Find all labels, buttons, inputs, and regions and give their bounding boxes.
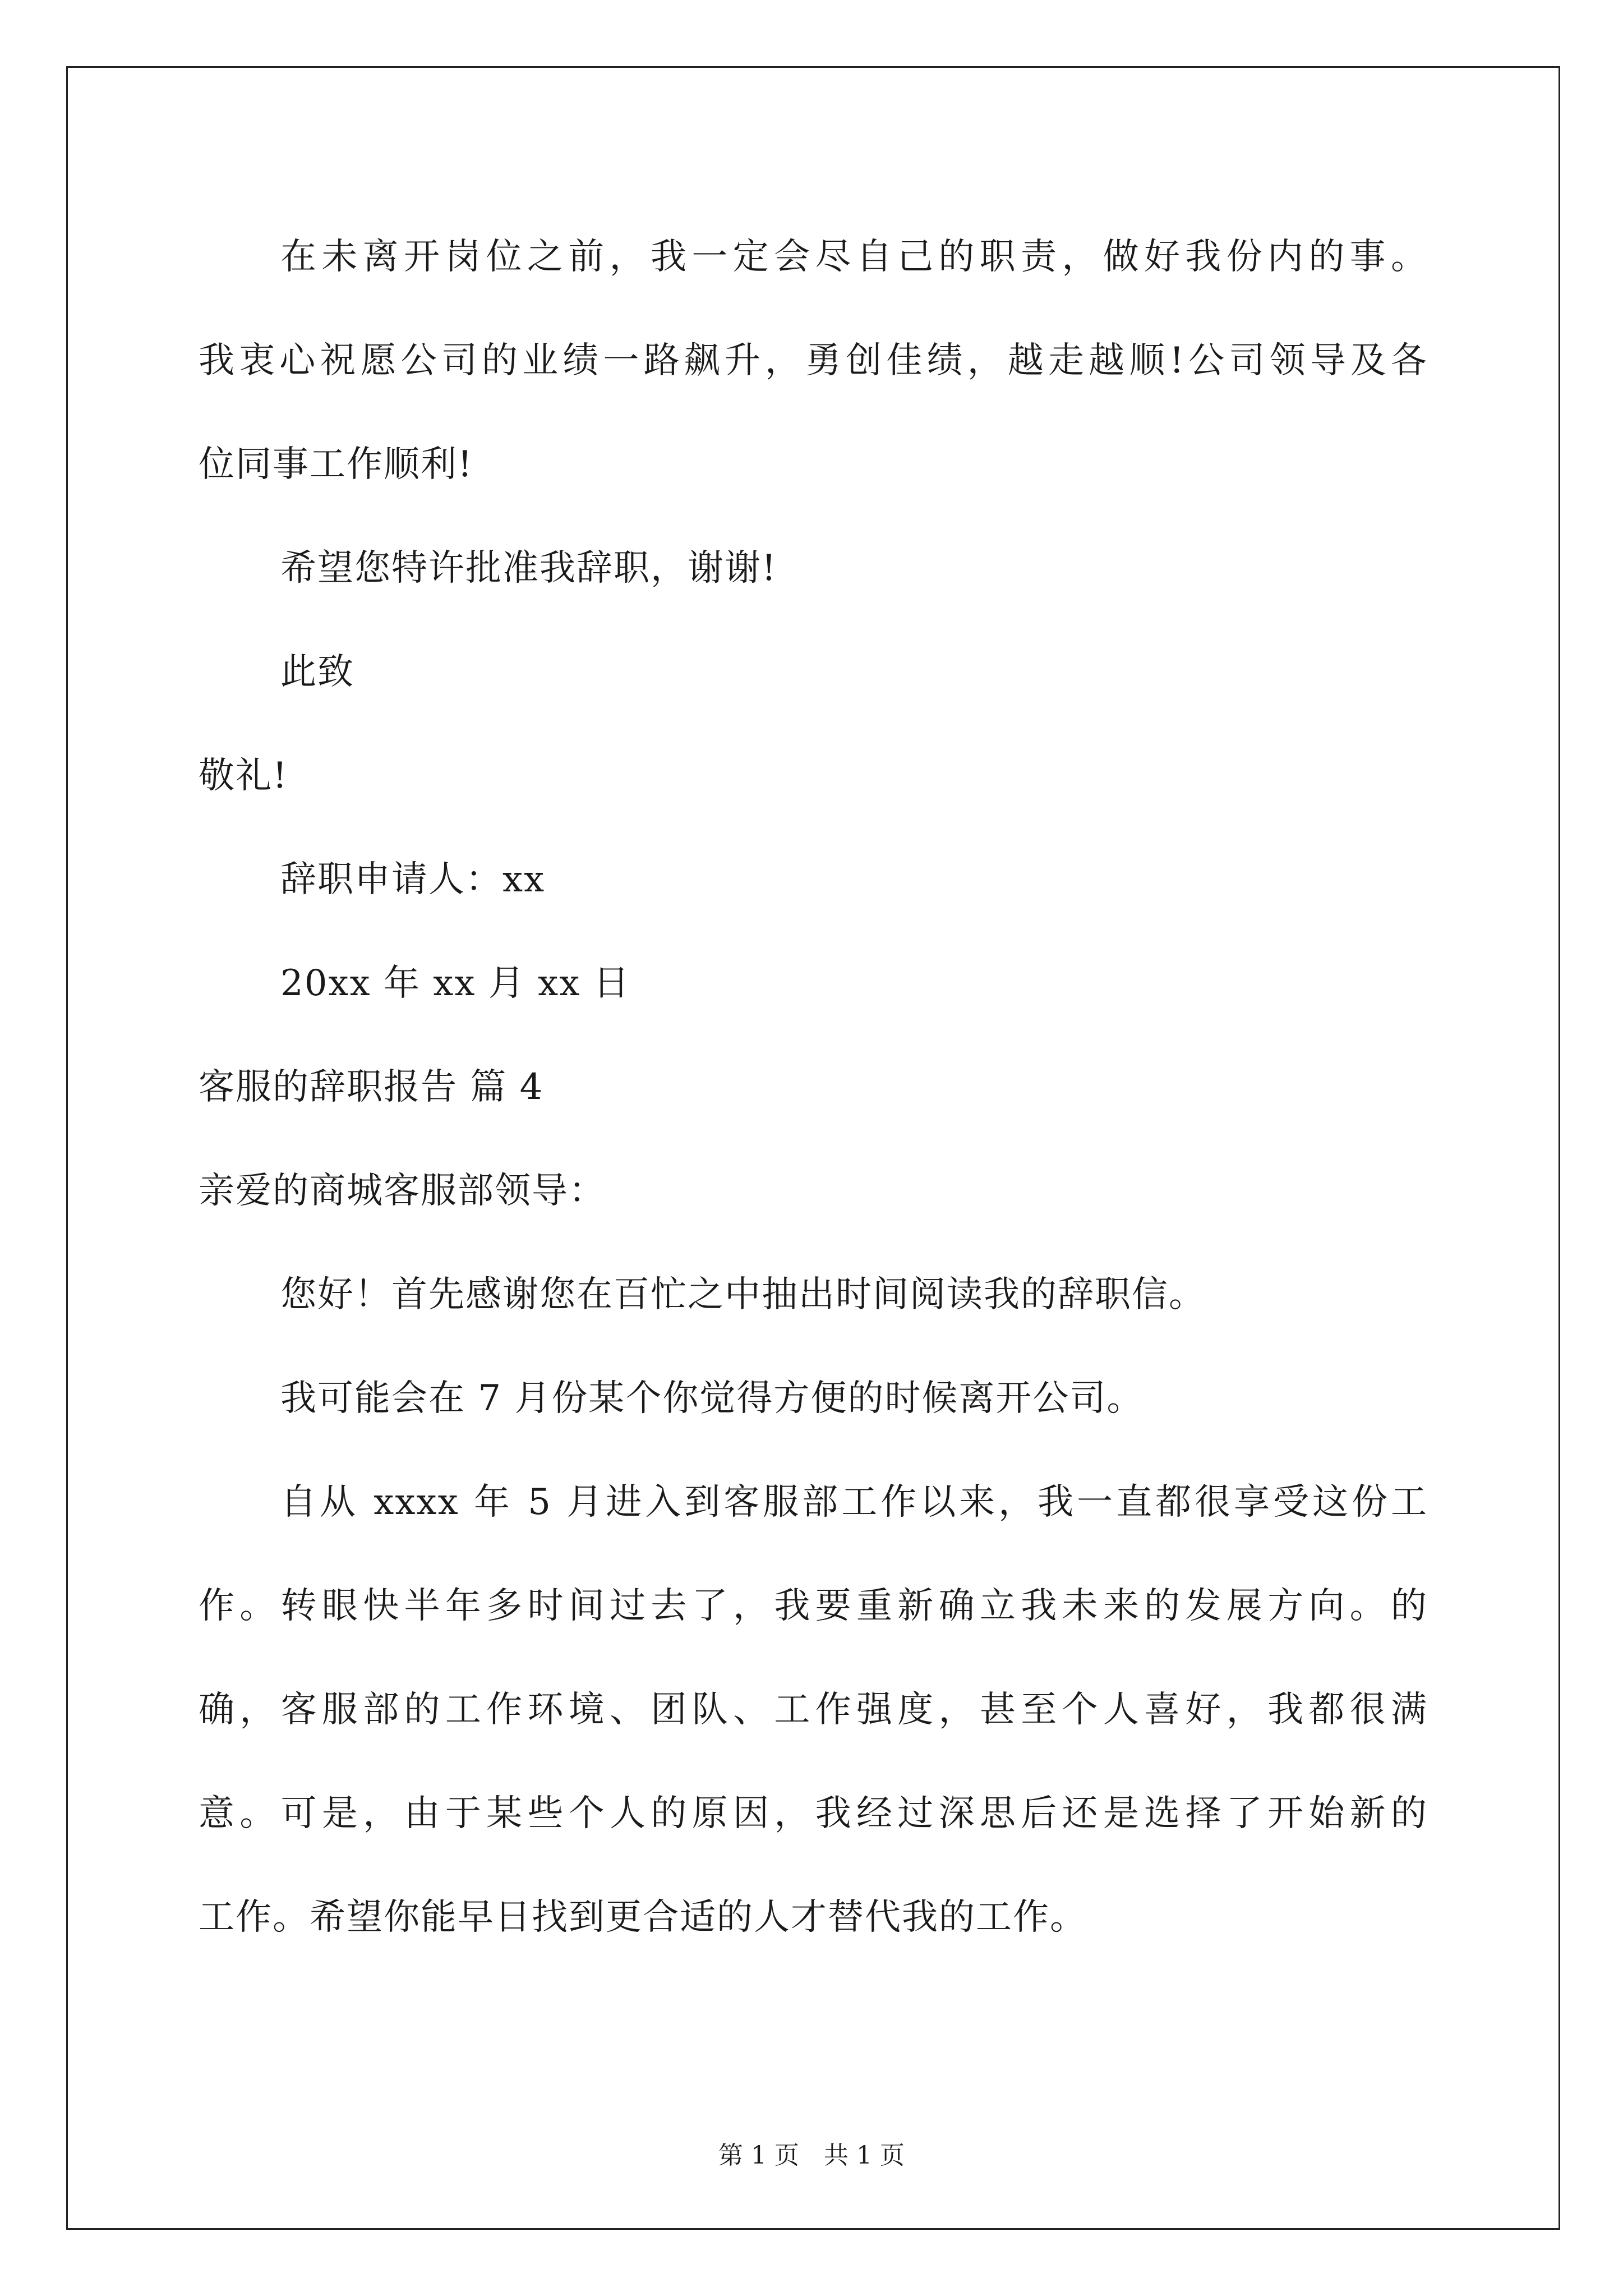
- page-number-footer: 第 1 页 共 1 页: [718, 2141, 905, 2170]
- paragraph-line: 您好！首先感谢您在百忙之中抽出时间阅读我的辞职信。: [280, 1274, 1206, 1315]
- paragraph-line: 自从 xxxx 年 5 月进入到客服部工作以来，我一直都很享受这份工: [280, 1481, 1428, 1523]
- greeting-line: 亲爱的商城客服部领导：: [199, 1170, 606, 1212]
- date-line: 20xx 年 xx 月 xx 日: [280, 963, 630, 1004]
- paragraph-line: 在未离开岗位之前，我一定会尽自己的职责，做好我份内的事。: [280, 236, 1428, 278]
- paragraph-line: 希望您特许批准我辞职，谢谢!: [280, 547, 777, 589]
- paragraph-line: 我衷心祝愿公司的业绩一路飙升，勇创佳绩，越走越顺!公司领导及各: [199, 340, 1428, 381]
- paragraph-line: 作。转眼快半年多时间过去了，我要重新确立我未来的发展方向。的: [199, 1585, 1428, 1627]
- paragraph-line: 确，客服部的工作环境、团队、工作强度，甚至个人喜好，我都很满: [199, 1689, 1428, 1731]
- closing-salutation: 此致: [280, 651, 354, 693]
- paragraph-line: 意。可是，由于某些个人的原因，我经过深思后还是选择了开始新的: [199, 1793, 1428, 1834]
- paragraph-line: 我可能会在 7 月份某个你觉得方便的时候离开公司。: [280, 1378, 1144, 1419]
- section-heading: 客服的辞职报告 篇 4: [199, 1066, 544, 1108]
- signature-line: 辞职申请人：xx: [280, 859, 546, 900]
- paragraph-line: 位同事工作顺利!: [199, 444, 473, 485]
- closing-salutation: 敬礼!: [199, 755, 288, 797]
- paragraph-line: 工作。希望你能早日找到更合适的人才替代我的工作。: [199, 1897, 1087, 1938]
